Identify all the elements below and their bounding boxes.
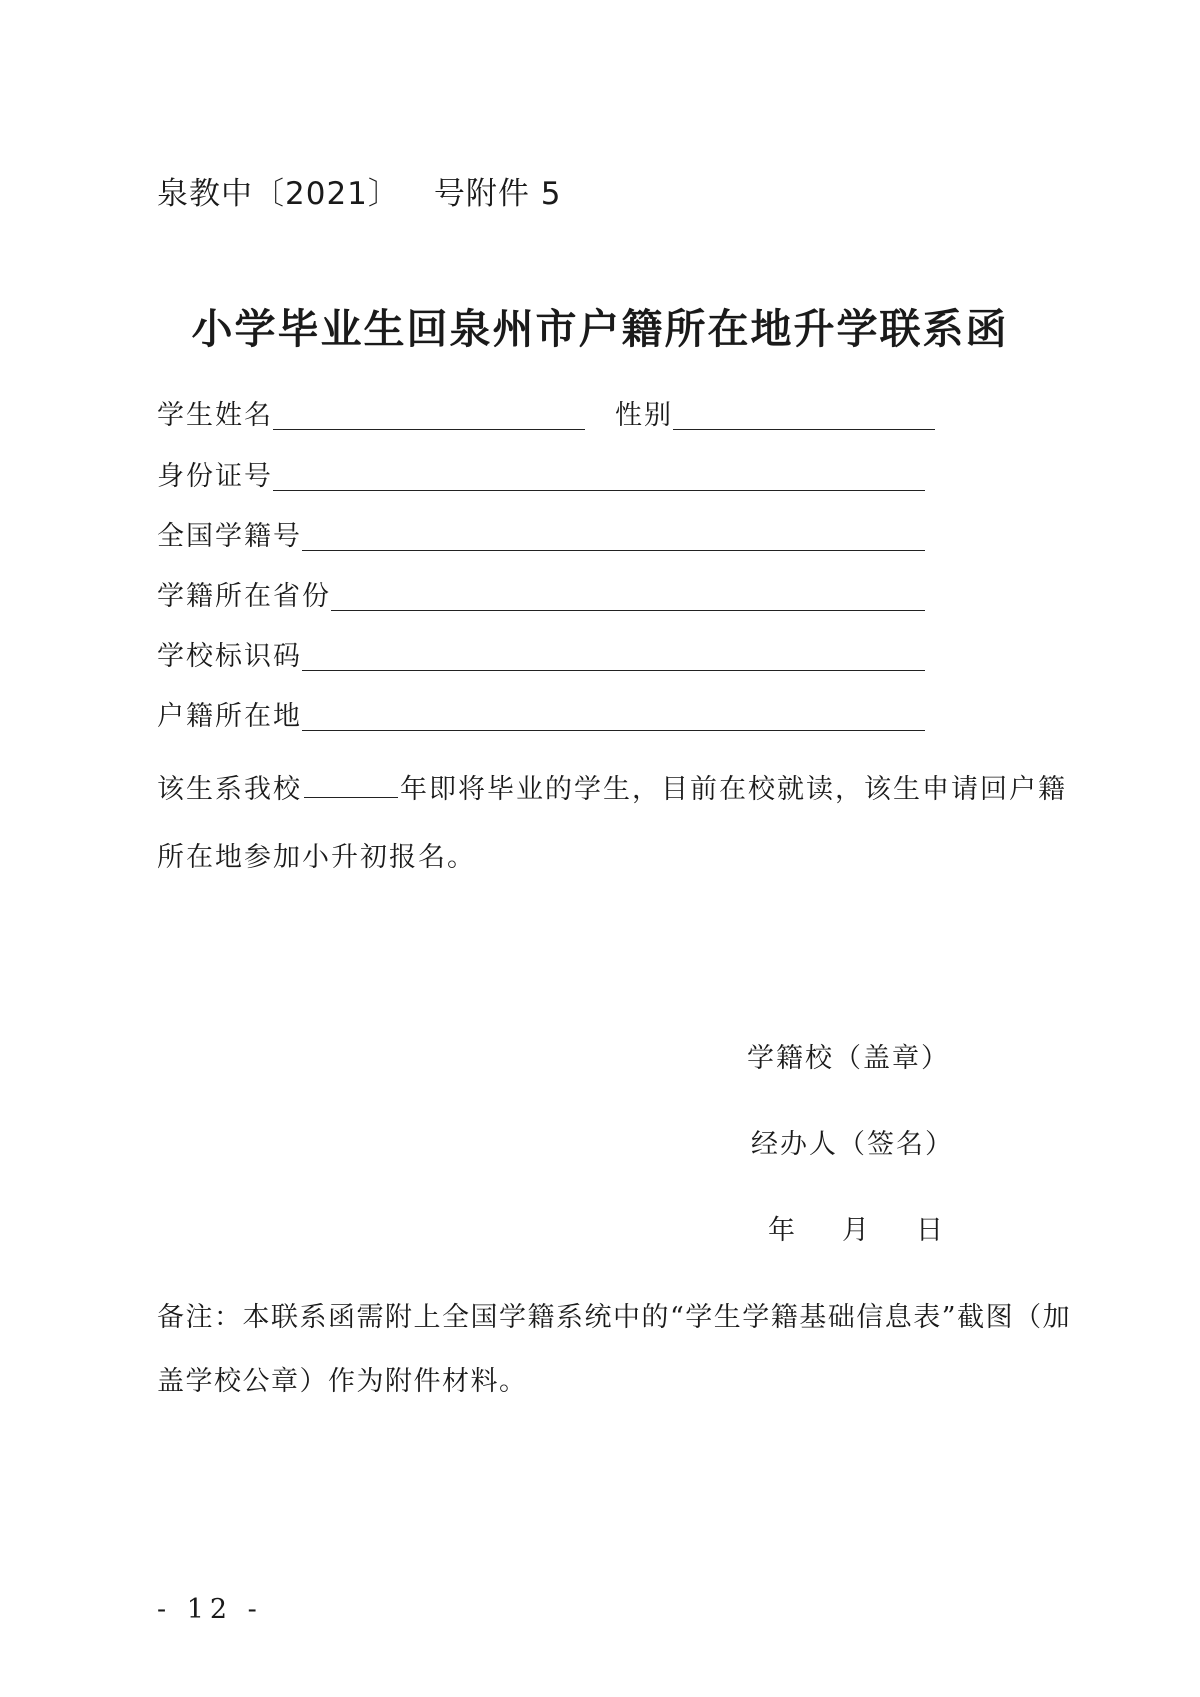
date-month: 月 <box>842 1215 871 1246</box>
note-paragraph: 备注：本联系函需附上全国学籍系统中的“学生学籍基础信息表”截图（加盖学校公章）作为附件材料。 <box>157 1302 1072 1397</box>
statement-line-2: 所在地参加小升初报名。 <box>157 842 476 873</box>
household-location-field[interactable] <box>302 700 925 731</box>
row-province <box>157 573 925 617</box>
row-national-student-id <box>157 513 925 557</box>
row-id-number <box>157 453 925 497</box>
row-name-gender <box>157 392 935 436</box>
statement-paragraph <box>157 756 1077 892</box>
statement-line-1 <box>157 756 1077 824</box>
school-code-field[interactable] <box>302 640 925 671</box>
date-day: 日 <box>916 1215 945 1246</box>
id-number-field[interactable] <box>273 460 925 491</box>
student-name-label: 学生姓名 <box>157 400 273 431</box>
page-number: - 12 - <box>157 1594 263 1625</box>
national-student-id-field[interactable] <box>302 520 925 551</box>
province-label: 学籍所在省份 <box>157 581 331 612</box>
statement-part2: 年即将毕业的学生，目前在校就读，该生申请回户籍 <box>400 774 1067 805</box>
doc-ref-suffix: 号附件 5 <box>433 176 562 212</box>
gender-field[interactable] <box>673 399 935 430</box>
doc-ref-prefix: 泉教中〔2021〕 <box>157 176 400 212</box>
school-code-label: 学校标识码 <box>157 641 302 672</box>
handler-signature-label: 经办人（签名） <box>751 1129 954 1160</box>
statement-part1: 该生系我校 <box>157 774 302 805</box>
row-household-location <box>157 693 925 737</box>
national-student-id-label: 全国学籍号 <box>157 521 302 552</box>
graduation-year-field[interactable] <box>304 773 398 798</box>
row-school-code <box>157 633 925 677</box>
province-field[interactable] <box>331 580 925 611</box>
student-name-field[interactable] <box>273 399 585 430</box>
id-number-label: 身份证号 <box>157 461 273 492</box>
page-title: 小学毕业生回泉州市户籍所在地升学联系函 <box>191 305 1009 353</box>
household-location-label: 户籍所在地 <box>157 701 302 732</box>
date-line <box>768 1208 945 1247</box>
document-reference <box>157 168 561 213</box>
gender-label: 性别 <box>615 400 673 431</box>
school-seal-label: 学籍校（盖章） <box>747 1043 950 1074</box>
date-year: 年 <box>768 1215 797 1246</box>
